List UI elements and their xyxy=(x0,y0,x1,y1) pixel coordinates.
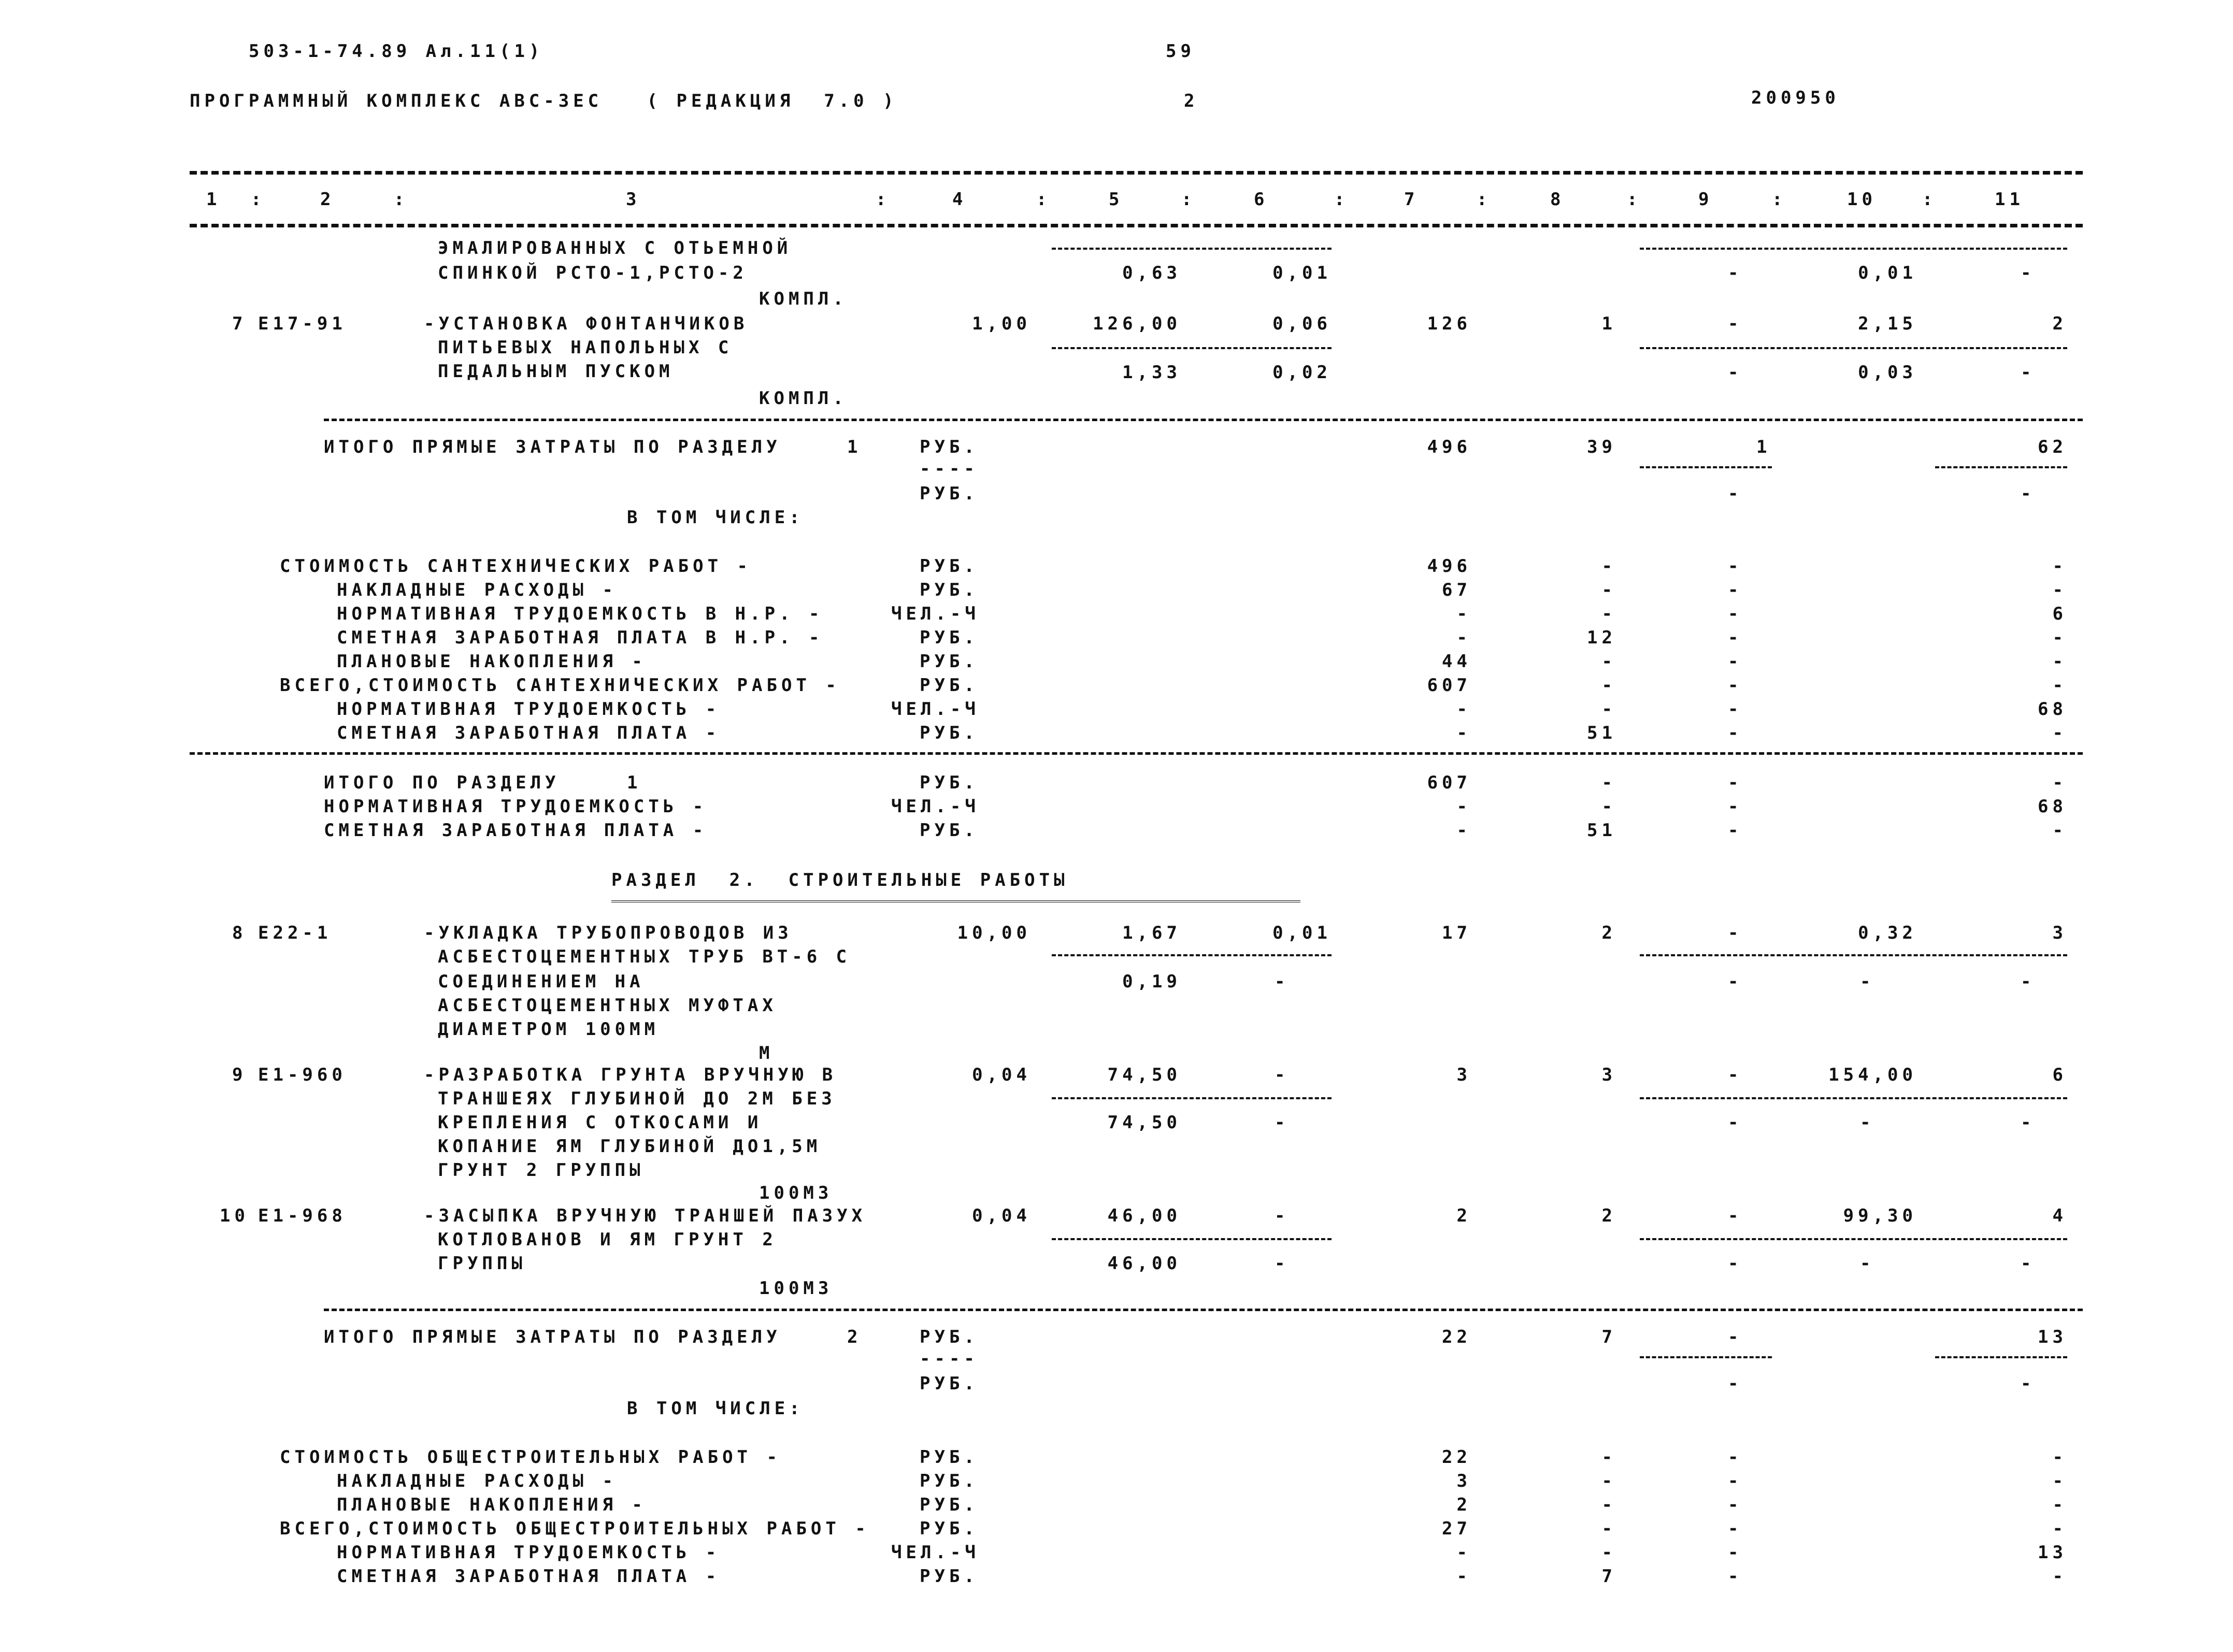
breakdown-label: НАКЛАДНЫЕ РАСХОДЫ - xyxy=(337,580,617,600)
cell: 2 xyxy=(2052,313,2067,334)
row-code: Е22-1 xyxy=(258,923,332,943)
cell: - xyxy=(1728,604,1743,624)
item-name-line: КРЕПЛЕНИЯ С ОТКОСАМИ И xyxy=(438,1112,763,1133)
item-name-line: -УСТАНОВКА ФОНТАНЧИКОВ xyxy=(424,313,749,334)
cell: 126,00 xyxy=(1093,313,1181,334)
unit-label: ЧЕЛ.-Ч xyxy=(891,604,980,624)
cell: - xyxy=(2052,772,2067,793)
cell: - xyxy=(1860,1253,1875,1274)
cell: 51 xyxy=(1587,723,1616,743)
item-name-line: АСБЕСТОЦЕМЕНТНЫХ ТРУБ ВТ-6 С xyxy=(438,946,851,967)
cell: 68 xyxy=(2038,796,2067,817)
cell: 0,04 xyxy=(972,1065,1031,1085)
item-name-line: ЭМАЛИРОВАННЫХ С ОТЬЕМНОЙ xyxy=(438,238,792,258)
breakdown-number: 1 xyxy=(627,772,642,793)
item-name-line: СОЕДИНЕНИЕМ НА xyxy=(438,971,645,992)
cell: - xyxy=(1728,1205,1743,1226)
cell: 46,00 xyxy=(1107,1253,1181,1274)
cell: - xyxy=(1275,1112,1290,1133)
unit-label: ЧЕЛ.-Ч xyxy=(891,1542,980,1563)
col-11: 11 xyxy=(1995,189,2024,210)
cell: - xyxy=(1728,675,1743,696)
cell: 496 xyxy=(1427,437,1471,457)
cell: - xyxy=(1728,699,1743,720)
row-number: 8 xyxy=(232,923,247,943)
cell: - xyxy=(1728,1495,1743,1515)
including-label: В ТОМ ЧИСЛЕ: xyxy=(627,1398,804,1419)
col-2: 2 xyxy=(320,189,335,210)
cell: - xyxy=(1728,1447,1743,1468)
cell: 0,01 xyxy=(1272,923,1332,943)
cell: - xyxy=(1601,580,1616,600)
divider xyxy=(324,419,2083,421)
item-name-line: ПИТЬЕВЫХ НАПОЛЬНЫХ С xyxy=(438,337,733,358)
cell: - xyxy=(2052,556,2067,577)
row-code: Е1-968 xyxy=(258,1205,347,1226)
cell: - xyxy=(1601,651,1616,672)
cell: - xyxy=(1860,971,1875,992)
cell: - xyxy=(1728,556,1743,577)
cell: 2 xyxy=(1456,1205,1471,1226)
unit-label: РУБ. xyxy=(920,1495,979,1515)
item-name-line: -УКЛАДКА ТРУБОПРОВОДОВ ИЗ xyxy=(424,923,793,943)
cell: 1,00 xyxy=(972,313,1031,334)
divider xyxy=(190,752,2083,755)
cell: - xyxy=(2021,263,2036,283)
cell: 0,06 xyxy=(1272,313,1332,334)
cell: 74,50 xyxy=(1107,1112,1181,1133)
cell: 62 xyxy=(2038,437,2067,457)
unit-label: РУБ. xyxy=(920,723,979,743)
unit-label: РУБ. xyxy=(920,556,979,577)
cell: - xyxy=(2052,1495,2067,1515)
breakdown-label: НОРМАТИВНАЯ ТРУДОЕМКОСТЬ - xyxy=(337,1542,721,1563)
cell: - xyxy=(1601,1518,1616,1539)
unit-label: 100М3 xyxy=(759,1183,833,1203)
total-label: ИТОГО ПРЯМЫЕ ЗАТРАТЫ ПО РАЗДЕЛУ xyxy=(324,437,781,457)
cell: - xyxy=(1728,923,1743,943)
cell: 99,30 xyxy=(1843,1205,1917,1226)
col-8: 8 xyxy=(1550,189,1565,210)
title-underline xyxy=(611,900,1300,906)
unit-label: РУБ. xyxy=(920,675,979,696)
cell: - xyxy=(2052,580,2067,600)
unit-label: 100М3 xyxy=(759,1278,833,1299)
cell: - xyxy=(1728,483,1743,504)
cell: - xyxy=(2052,820,2067,841)
cell: - xyxy=(1456,820,1471,841)
cell: - xyxy=(1728,1542,1743,1563)
cell: - xyxy=(2052,723,2067,743)
breakdown-label: СМЕТНАЯ ЗАРАБОТНАЯ ПЛАТА - xyxy=(337,723,721,743)
row-number: 9 xyxy=(232,1065,247,1085)
document-page: 503-1-74.89 Ал.11(1) 59 ПРОГРАММНЫЙ КОМПЛЕКС АВС-3ЕС ( РЕДАКЦИЯ 7.0 ) 2 200950 1 : 2 : 3 : 4 : 5 : 6 : 7 : 8 : 9 : 10 : 11 ЭМАЛИРОВАННЫХ С ОТЬЕМНОЙ СПИНКОЙ РСТО-1,РСТО-2 0,63 0,01 - 0,01 - КОМПЛ. 7 Е17-91 -УСТАНОВКА ФОНТАНЧИКОВ ПИТЬЕВЫХ НАПОЛЬНЫХ С ПЕДАЛЬНЫМ ПУСКОМ 1,00 126,00 0,06 126 1 - 2,15 2 1,33 0,02 - 0,03 - КОМПЛ. ИТОГО ПРЯМЫЕ ЗАТРАТЫ ПО РАЗДЕЛУ 1 РУБ. 496 39 1 62 ---- РУБ. - - В ТОМ ЧИСЛЕ: СТОИМОСТЬ САНТЕХНИЧЕСКИХ РАБОТ - РУБ. 496 - - - НАКЛАДНЫЕ РАСХОДЫ - РУБ. 67 - - - НОРМАТИВНАЯ ТРУДОЕМКОСТЬ В Н.Р. - ЧЕЛ.-Ч - - - 6 СМЕТНАЯ ЗАРАБОТНАЯ ПЛАТА В Н.Р. - РУБ. - 12 - - ПЛАНОВЫЕ НАКОПЛЕНИЯ - РУБ. 44 - - - ВСЕГО,СТОИМОСТЬ САНТЕХНИЧЕСКИХ РАБОТ - РУБ. 607 - - - НОРМАТИВНАЯ ТРУДОЕМКОСТЬ - ЧЕЛ.-Ч - - - 68 СМЕТНАЯ ЗАРАБОТНАЯ ПЛАТА - РУБ. - 51 - - ИТОГО ПО РАЗДЕЛУ 1 РУБ. 607 - - - НОРМАТИВНАЯ ТРУДОЕМКОСТЬ - ЧЕЛ.-Ч - - - 68 СМЕТНАЯ ЗАРАБОТНАЯ ПЛАТА - РУБ. - 51 - - РАЗДЕЛ 2. СТРОИТЕЛЬНЫЕ РАБОТЫ 8 Е22-1 -УКЛАДКА ТРУБОПРОВОДОВ ИЗ АСБЕСТОЦЕМЕНТНЫХ ТРУБ ВТ-6 С СОЕДИНЕНИЕМ НА АСБЕСТОЦЕМЕНТНЫХ МУФТАХ ДИАМЕТРОМ 100ММ 10,00 1,67 0,01 17 2 - 0,32 3 0,19 - - - - М 9 Е1-960 -РАЗРАБОТКА ГРУНТА ВРУЧНУЮ В ТРАНШЕЯХ ГЛУБИНОЙ ДО 2М БЕЗ КРЕПЛЕНИЯ С ОТКОСАМИ И КОПАНИЕ ЯМ ГЛУБИНОЙ ДО1,5М ГРУНТ 2 ГРУППЫ 0,04 74,50 - 3 3 - 154,00 6 74,50 - - - - 100М3 10 Е1-968 -ЗАСЫПКА ВРУЧНУЮ ТРАНШЕЙ ПАЗУХ КОТЛОВАНОВ И ЯМ ГРУНТ 2 ГРУППЫ 0,04 46,00 - 2 2 - 99,30 4 46,00 - - - - 100М3 ИТОГО ПРЯМЫЕ ЗАТРАТЫ ПО РАЗДЕЛУ 2 РУБ. 22 7 - 13 ---- РУБ. - - В ТОМ ЧИСЛЕ: СТОИМОСТЬ ОБЩЕСТРОИТЕЛЬНЫХ РАБОТ - РУБ. 22 - - - НАКЛАДНЫЕ РАСХОДЫ - РУБ. 3 - - - ПЛАНОВЫЕ НАКОПЛЕНИЯ - РУБ. 2 - - - ВСЕГО,СТОИМОСТЬ ОБЩЕСТРОИТЕЛЬНЫХ РАБОТ - РУБ. 27 - - - НОРМАТИВНАЯ ТРУДОЕМКОСТЬ - ЧЕЛ.-Ч - - - 13 СМЕТНАЯ ЗАРАБОТНАЯ ПЛАТА - РУБ. - 7 - - xyxy=(0,0,2233,1652)
breakdown-label: НОРМАТИВНАЯ ТРУДОЕМКОСТЬ - xyxy=(337,699,721,720)
cell: 154,00 xyxy=(1828,1065,1917,1085)
cell: 4 xyxy=(2052,1205,2067,1226)
col-6: 6 xyxy=(1254,189,1269,210)
cell: 0,01 xyxy=(1858,263,1917,283)
header-bottom-rule xyxy=(190,224,2083,227)
unit-label: РУБ. xyxy=(920,651,979,672)
unit-label: ЧЕЛ.-Ч xyxy=(891,699,980,720)
cell: - xyxy=(1456,1566,1471,1587)
cell: 67 xyxy=(1442,580,1471,600)
cell: - xyxy=(1456,796,1471,817)
row-number: 10 xyxy=(220,1205,249,1226)
breakdown-label: ИТОГО ПО РАЗДЕЛУ xyxy=(324,772,560,793)
col-1: 1 xyxy=(206,189,221,210)
cell: - xyxy=(2052,1447,2067,1468)
cell: 607 xyxy=(1427,772,1471,793)
cell: - xyxy=(1728,1065,1743,1085)
program-title: ПРОГРАММНЫЙ КОМПЛЕКС АВС-3ЕС ( РЕДАКЦИЯ 7.0 ) xyxy=(190,91,898,111)
cell: 68 xyxy=(2038,699,2067,720)
col-3: 3 xyxy=(626,189,641,210)
cell: 1 xyxy=(1601,313,1616,334)
breakdown-label: ПЛАНОВЫЕ НАКОПЛЕНИЯ - xyxy=(337,1495,647,1515)
table-top-rule xyxy=(190,171,2083,175)
cell: 44 xyxy=(1442,651,1471,672)
item-name-line: КОПАНИЕ ЯМ ГЛУБИНОЙ ДО1,5М xyxy=(438,1136,822,1157)
cell: - xyxy=(2021,1112,2036,1133)
cell: - xyxy=(1456,1542,1471,1563)
breakdown-label: СТОИМОСТЬ САНТЕХНИЧЕСКИХ РАБОТ - xyxy=(280,556,752,577)
breakdown-label: НОРМАТИВНАЯ ТРУДОЕМКОСТЬ - xyxy=(324,796,708,817)
unit-label: ЧЕЛ.-Ч xyxy=(891,796,980,817)
cell: 3 xyxy=(1456,1471,1471,1491)
dash-unit: ---- xyxy=(920,1348,979,1369)
unit-label: РУБ. xyxy=(920,1566,979,1587)
col-5: 5 xyxy=(1109,189,1124,210)
cell: 12 xyxy=(1587,627,1616,648)
cell: 1,67 xyxy=(1122,923,1181,943)
cell: 10,00 xyxy=(957,923,1031,943)
cell: - xyxy=(1728,1373,1743,1394)
item-name-line: КОТЛОВАНОВ И ЯМ ГРУНТ 2 xyxy=(438,1229,777,1250)
cell: - xyxy=(1275,971,1290,992)
cell: 13 xyxy=(2038,1542,2067,1563)
cell: - xyxy=(1456,699,1471,720)
total-section-number: 2 xyxy=(847,1327,862,1347)
row-number: 7 xyxy=(232,313,247,334)
unit-label: КОМПЛ. xyxy=(759,388,848,409)
including-label: В ТОМ ЧИСЛЕ: xyxy=(627,507,804,528)
cell: - xyxy=(1601,556,1616,577)
cell: - xyxy=(1728,627,1743,648)
unit-label: КОМПЛ. xyxy=(759,289,848,309)
cell: - xyxy=(2021,971,2036,992)
item-name-line: ТРАНШЕЯХ ГЛУБИНОЙ ДО 2М БЕЗ xyxy=(438,1088,836,1109)
cell: 39 xyxy=(1587,437,1616,457)
col-4: 4 xyxy=(952,189,967,210)
cell: - xyxy=(1456,723,1471,743)
item-name-line: -РАЗРАБОТКА ГРУНТА ВРУЧНУЮ В xyxy=(424,1065,837,1085)
unit-label: М xyxy=(759,1043,774,1064)
cell: - xyxy=(2052,627,2067,648)
page-number: 59 xyxy=(1166,41,1195,62)
unit-label: РУБ. xyxy=(920,772,979,793)
cell: 0,63 xyxy=(1122,263,1181,283)
cell: 2 xyxy=(1601,923,1616,943)
cell: - xyxy=(1728,1518,1743,1539)
cell: 7 xyxy=(1601,1327,1616,1347)
cell: 126 xyxy=(1427,313,1471,334)
cell: 2 xyxy=(1456,1495,1471,1515)
cell: 0,03 xyxy=(1858,362,1917,383)
cell: - xyxy=(1728,580,1743,600)
cell: - xyxy=(1728,971,1743,992)
cell: - xyxy=(2052,1471,2067,1491)
cell: - xyxy=(2052,1566,2067,1587)
cell: 2 xyxy=(1601,1205,1616,1226)
item-name-line: ГРУНТ 2 ГРУППЫ xyxy=(438,1160,645,1181)
unit-label: РУБ. xyxy=(920,1373,979,1394)
cell: - xyxy=(1601,772,1616,793)
cell: - xyxy=(1601,1471,1616,1491)
breakdown-label: СТОИМОСТЬ ОБЩЕСТРОИТЕЛЬНЫХ РАБОТ - xyxy=(280,1447,781,1468)
item-name-line: -ЗАСЫПКА ВРУЧНУЮ ТРАНШЕЙ ПАЗУХ xyxy=(424,1205,867,1226)
cell: - xyxy=(1601,1447,1616,1468)
cell: - xyxy=(1728,1327,1743,1347)
cell: - xyxy=(1728,362,1743,383)
total-label: ИТОГО ПРЯМЫЕ ЗАТРАТЫ ПО РАЗДЕЛУ xyxy=(324,1327,781,1347)
section-title: РАЗДЕЛ 2. СТРОИТЕЛЬНЫЕ РАБОТЫ xyxy=(611,870,1069,890)
breakdown-label: ВСЕГО,СТОИМОСТЬ ОБЩЕСТРОИТЕЛЬНЫХ РАБОТ - xyxy=(280,1518,870,1539)
cell: - xyxy=(2021,362,2036,383)
cell: - xyxy=(1728,796,1743,817)
cell: 27 xyxy=(1442,1518,1471,1539)
cell: - xyxy=(1728,263,1743,283)
cell: - xyxy=(1456,604,1471,624)
cell: - xyxy=(2052,1518,2067,1539)
cell: 1 xyxy=(1756,437,1771,457)
cell: 22 xyxy=(1442,1327,1471,1347)
col-7: 7 xyxy=(1404,189,1419,210)
cell: 496 xyxy=(1427,556,1471,577)
cell: 0,19 xyxy=(1122,971,1181,992)
breakdown-label: НАКЛАДНЫЕ РАСХОДЫ - xyxy=(337,1471,617,1491)
cell: 13 xyxy=(2038,1327,2067,1347)
breakdown-label: ВСЕГО,СТОИМОСТЬ САНТЕХНИЧЕСКИХ РАБОТ - xyxy=(280,675,840,696)
doc-number: 200950 xyxy=(1751,88,1840,108)
row-code: Е17-91 xyxy=(258,313,347,334)
unit-label: РУБ. xyxy=(920,1327,979,1347)
cell: 3 xyxy=(1601,1065,1616,1085)
unit-label: РУБ. xyxy=(920,1518,979,1539)
item-name-line: ГРУППЫ xyxy=(438,1253,526,1274)
cell: - xyxy=(1728,772,1743,793)
unit-label: РУБ. xyxy=(920,820,979,841)
cell: 0,01 xyxy=(1272,263,1332,283)
cell: - xyxy=(1728,1566,1743,1587)
cell: - xyxy=(1456,627,1471,648)
cell: 607 xyxy=(1427,675,1471,696)
cell: - xyxy=(1275,1253,1290,1274)
sheet-number: 2 xyxy=(1184,91,1199,111)
cell: 6 xyxy=(2052,1065,2067,1085)
cell: - xyxy=(2052,651,2067,672)
cell: - xyxy=(1728,1112,1743,1133)
cell: - xyxy=(1601,699,1616,720)
unit-label: РУБ. xyxy=(920,437,979,457)
cell: - xyxy=(1601,1542,1616,1563)
cell: - xyxy=(2021,483,2036,504)
cell: 3 xyxy=(2052,923,2067,943)
unit-label: РУБ. xyxy=(920,1471,979,1491)
cell: 51 xyxy=(1587,820,1616,841)
item-name-line: СПИНКОЙ РСТО-1,РСТО-2 xyxy=(438,263,748,283)
cell: - xyxy=(1728,1253,1743,1274)
dash-unit: ---- xyxy=(920,458,979,479)
cell: 0,32 xyxy=(1858,923,1917,943)
row-code: Е1-960 xyxy=(258,1065,347,1085)
breakdown-label: СМЕТНАЯ ЗАРАБОТНАЯ ПЛАТА - xyxy=(324,820,708,841)
unit-label: РУБ. xyxy=(920,1447,979,1468)
cell: 74,50 xyxy=(1107,1065,1181,1085)
unit-label: РУБ. xyxy=(920,580,979,600)
total-section-number: 1 xyxy=(847,437,862,457)
unit-label: РУБ. xyxy=(920,627,979,648)
cell: - xyxy=(1728,820,1743,841)
cell: - xyxy=(1275,1205,1290,1226)
breakdown-label: СМЕТНАЯ ЗАРАБОТНАЯ ПЛАТА - xyxy=(337,1566,721,1587)
cell: - xyxy=(1275,1065,1290,1085)
cell: - xyxy=(1601,604,1616,624)
cell: - xyxy=(2052,675,2067,696)
cell: - xyxy=(2021,1253,2036,1274)
cell: 17 xyxy=(1442,923,1471,943)
breakdown-label: НОРМАТИВНАЯ ТРУДОЕМКОСТЬ В Н.Р. - xyxy=(337,604,824,624)
item-name-line: ДИАМЕТРОМ 100ММ xyxy=(438,1019,660,1040)
cell: 0,04 xyxy=(972,1205,1031,1226)
breakdown-label: СМЕТНАЯ ЗАРАБОТНАЯ ПЛАТА В Н.Р. - xyxy=(337,627,824,648)
cell: 3 xyxy=(1456,1065,1471,1085)
cell: - xyxy=(1728,1471,1743,1491)
cell: 1,33 xyxy=(1122,362,1181,383)
cell: - xyxy=(1601,675,1616,696)
cell: - xyxy=(1601,1495,1616,1515)
cell: - xyxy=(1728,723,1743,743)
breakdown-label: ПЛАНОВЫЕ НАКОПЛЕНИЯ - xyxy=(337,651,647,672)
divider xyxy=(324,1309,2083,1311)
cell: - xyxy=(1860,1112,1875,1133)
unit-label: РУБ. xyxy=(920,483,979,504)
cell: 7 xyxy=(1601,1566,1616,1587)
cell: 46,00 xyxy=(1107,1205,1181,1226)
cell: 0,02 xyxy=(1272,362,1332,383)
cell: 6 xyxy=(2052,604,2067,624)
doc-code: 503-1-74.89 Ал.11(1) xyxy=(249,41,544,62)
cell: 22 xyxy=(1442,1447,1471,1468)
cell: - xyxy=(1601,796,1616,817)
cell: - xyxy=(2021,1373,2036,1394)
item-name-line: АСБЕСТОЦЕМЕНТНЫХ МУФТАХ xyxy=(438,995,777,1016)
col-9: 9 xyxy=(1698,189,1713,210)
cell: - xyxy=(1728,651,1743,672)
item-name-line: ПЕДАЛЬНЫМ ПУСКОМ xyxy=(438,361,674,382)
cell: 2,15 xyxy=(1858,313,1917,334)
cell: - xyxy=(1728,313,1743,334)
col-10: 10 xyxy=(1847,189,1877,210)
